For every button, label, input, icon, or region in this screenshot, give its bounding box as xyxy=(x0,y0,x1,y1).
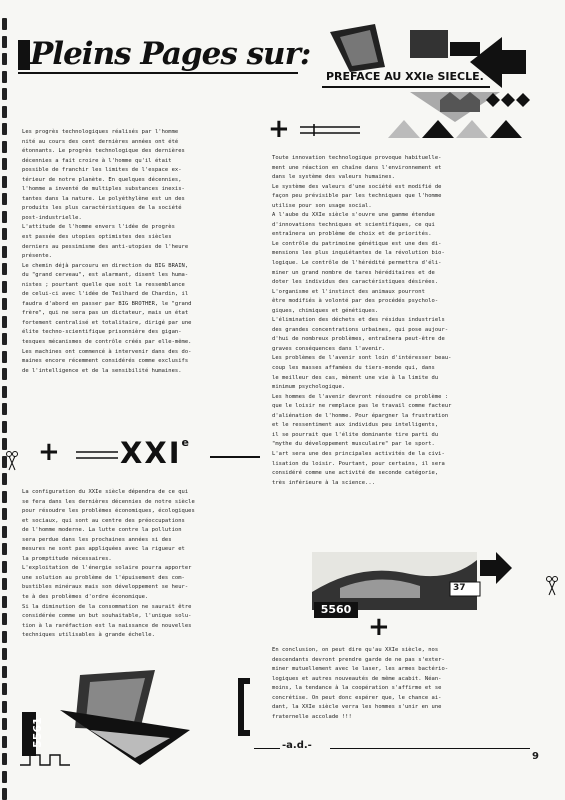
binding-hole xyxy=(2,736,7,748)
text-line: d'innovations techniques et scientifiques, ce qui xyxy=(272,221,435,228)
text-line: mesures ne sont pas appliquées avec la rigueur et xyxy=(22,546,185,553)
text-line: maines encore récemment considérés comme exclusifs xyxy=(22,358,189,365)
text-line: L'organisme et l'instinct des animaux pourront xyxy=(272,288,425,295)
text-line: utilise pour son usage social. xyxy=(272,202,372,209)
text-line: ment une réaction en chaîne dans l'environnement et xyxy=(272,164,442,171)
text-line: descendants devront prendre garde de ne pas s'exter- xyxy=(272,656,445,663)
binding-hole xyxy=(2,228,7,240)
text-line: d'aliénation de l'homme. Pour épargner la frustration xyxy=(272,412,449,419)
text-line: pour résoudre les problèmes économiques, écologiques xyxy=(22,508,195,515)
conclusion xyxy=(272,646,542,722)
scissors-icon xyxy=(546,575,558,597)
binding-hole xyxy=(2,316,7,328)
text-line: coup les masses affamées du tiers-monde qui, dans xyxy=(272,365,435,372)
text-line: post-industrielle. xyxy=(22,214,82,221)
text-line: tantes dans la nature. Le polyéthylène est un des xyxy=(22,195,185,202)
text-line: être modifiés à volonté par des procédés psycholo- xyxy=(272,298,439,305)
text-line: et le ressentiment aux individus peu intelligents, xyxy=(272,422,439,429)
binding-hole xyxy=(2,53,7,65)
text-line: l'homme a inventé de multiples substances inexis- xyxy=(22,186,185,193)
binding-hole xyxy=(2,193,7,205)
text-line: il se pourrait que l'élite dominante tire parti du xyxy=(272,431,439,438)
vertical-badge: 5561 xyxy=(22,712,36,756)
badge-5560: 5560 xyxy=(314,602,358,618)
text-line: façon peu prévisible par les techniques que l'homme xyxy=(272,193,442,200)
triangle-row-decoration xyxy=(388,118,528,140)
text-line: En conclusion, on peut dire qu'au XXIe siècle, nos xyxy=(272,647,439,653)
section-mark-text: XXI xyxy=(120,436,182,470)
text-line: Le chemin déjà parcouru en direction du BIG BRAIN, xyxy=(22,262,189,269)
binding-hole xyxy=(2,123,7,135)
text-line: dans le système des valeurs humaines. xyxy=(272,174,395,181)
binding-hole xyxy=(2,141,7,153)
text-line: L'attitude de l'homme envers l'idée de progrès xyxy=(22,224,175,231)
binding-hole xyxy=(2,421,7,433)
binding-hole xyxy=(2,351,7,363)
text-line: des grandes concentrations urbaines, qui pose aujour- xyxy=(272,326,449,333)
text-line: L'exploitation de l'énergie solaire pourra apporter xyxy=(22,565,192,572)
text-line: moins, la tendance à la coopération s'affirme et se xyxy=(272,685,442,692)
binding-hole xyxy=(2,648,7,660)
header-title: Pleins Pages sur: xyxy=(30,36,311,72)
binding-hole xyxy=(2,613,7,625)
text-line: considérée comme un but souhaitable, l'unique solu- xyxy=(22,613,192,620)
text-line: logique. Le contrôle de l'hérédité permettra d'éli- xyxy=(272,260,442,267)
text-line: tion à la raréfaction est la naissance de nouvelles xyxy=(22,622,192,629)
text-line: produits les plus caractéristiques de la société xyxy=(22,205,182,212)
signature: -a.d.- xyxy=(282,740,312,751)
text-line: de l'intelligence et de la sensibilité humaines. xyxy=(22,367,182,374)
text-line: considéré comme une activité de seconde catégorie, xyxy=(272,470,439,477)
page-number: 9 xyxy=(532,751,539,762)
binding-hole xyxy=(2,36,7,48)
signature-rule xyxy=(254,748,280,749)
text-line: lisation du loisir. Pourtant, pour certains, il sera xyxy=(272,460,445,467)
scissors-icon xyxy=(6,450,18,472)
text-line: "mythe du développement musculaire" par le sport. xyxy=(272,441,435,448)
binding-hole xyxy=(2,298,7,310)
text-line: miner un grand nombre de tares héréditaires et de xyxy=(272,269,435,276)
text-line: Le contrôle du patrimoine génétique est une des di- xyxy=(272,240,442,247)
binding-hole xyxy=(2,473,7,485)
binding-hole xyxy=(2,438,7,450)
text-line: mensions les plus inquiétantes de la révolution bio- xyxy=(272,250,445,257)
section-mark-xxie xyxy=(120,436,191,470)
text-line: tesques mécanismes de contrôle créés par elle-même. xyxy=(22,339,192,346)
text-line: très inférieure à la science... xyxy=(272,479,376,486)
text-line: térieur de notre planète. En quelques décennies, xyxy=(22,176,182,183)
plus-icon: + xyxy=(268,114,290,144)
binding-hole xyxy=(2,403,7,415)
binding-hole xyxy=(2,508,7,520)
equals-arrow-icon xyxy=(76,449,118,461)
text-line: Le système des valeurs d'une société est modifié de xyxy=(272,183,442,190)
badge-37: 37 xyxy=(453,583,466,593)
text-line: et sociaux, qui sont au centre des préoccupations xyxy=(22,517,185,524)
binding-hole xyxy=(2,543,7,555)
text-line: doter les individus des caractéristiques désirées. xyxy=(272,279,439,286)
plus-icon: + xyxy=(38,437,60,467)
text-line: étonnants. Le progrès technologique des dernières xyxy=(22,148,185,155)
equals-mark-icon xyxy=(300,124,360,138)
right-column xyxy=(272,154,542,488)
text-line: concrétise. On peut donc espérer que, le chance ai- xyxy=(272,694,442,701)
text-line: présente. xyxy=(22,253,52,260)
text-line: giques, chimiques et génétiques. xyxy=(272,307,379,314)
binding-hole xyxy=(2,578,7,590)
text-line: Les hommes de l'avenir devront résoudre ce problème : xyxy=(272,393,449,400)
binding-hole xyxy=(2,71,7,83)
text-line: est passée des utopies optimistes des siècles xyxy=(22,234,172,241)
binding-hole xyxy=(2,281,7,293)
header-subtitle: PREFACE AU XXIe SIECLE. xyxy=(326,70,484,83)
text-line: que le loisir ne remplace pas le travail comme facteur xyxy=(272,403,452,410)
text-line: se fera dans les dernières décennies de notre siècle xyxy=(22,498,195,505)
text-line: A l'aube du XXIe siècle s'ouvre une gamme étendue xyxy=(272,212,435,219)
left-column-top xyxy=(22,128,270,376)
binding-hole xyxy=(2,386,7,398)
text-line: te à des problèmes d'ordre économique. xyxy=(22,594,149,601)
text-line: le meilleur des cas, mènent une vie à la limite du xyxy=(272,374,439,381)
text-line: d'hui de nombreux problèmes, entraînera peut-être de xyxy=(272,336,445,343)
text-line: logiques et autres nouveautés de même acabit. Néan- xyxy=(272,675,442,682)
text-line: de l'homme moderne. La lutte contre la pollution xyxy=(22,527,182,534)
text-line: derniers au pessimisme des anti-utopies de l'heure xyxy=(22,243,189,250)
binding-hole xyxy=(2,561,7,573)
text-line: nité au cours des cent dernières années ont été xyxy=(22,138,179,145)
binding-hole xyxy=(2,88,7,100)
text-line: techniques utilisables à grande échelle. xyxy=(22,632,155,639)
binding-hole xyxy=(2,333,7,345)
text-line: possible de franchir les limites de l'espace ex- xyxy=(22,167,182,174)
diamond-shape xyxy=(516,93,530,107)
bottom-left-collage xyxy=(20,670,250,770)
text-line: graves conséquences dans l'avenir. xyxy=(272,345,386,352)
binding-hole xyxy=(2,176,7,188)
text-line: L'art sera une des principales activités de la civi- xyxy=(272,450,445,457)
text-line: dant, la XXIe siècle verra les hommes s'unir en une xyxy=(272,704,442,711)
text-line: Toute innovation technologique provoque habituelle- xyxy=(272,155,442,161)
text-line: bustibles minéraux mais son développement se heur- xyxy=(22,584,189,591)
header-rule xyxy=(18,72,298,74)
header-top-bar xyxy=(18,40,30,70)
binding-hole xyxy=(2,596,7,608)
diamond-shape xyxy=(501,93,515,107)
left-column-bottom xyxy=(22,488,270,641)
arrow-right-shape xyxy=(480,552,512,584)
text-line: fraternelle accolade !!! xyxy=(272,713,352,720)
text-line: élite techno-scientifique prisonnière des gigan- xyxy=(22,329,182,336)
text-line: entraînera un problème de choix et de priorités. xyxy=(272,231,432,238)
binding-hole xyxy=(2,771,7,783)
binding-hole xyxy=(2,683,7,695)
text-line: La configuration du XXIe siècle dépendra de ce qui xyxy=(22,489,189,495)
bracket-shape xyxy=(238,678,250,736)
text-line: sera perdue dans les prochaines années si des xyxy=(22,536,172,543)
binding-hole xyxy=(2,701,7,713)
text-line: frère", qui ne sera pas un dictateur, mais un état xyxy=(22,310,189,317)
text-line: Les progrès technologiques réalisés par l'homme xyxy=(22,129,179,135)
binding-hole xyxy=(2,211,7,223)
collage-block xyxy=(450,42,480,56)
binding-hole xyxy=(2,666,7,678)
binding-hole xyxy=(2,631,7,643)
text-line: minimum psychologique. xyxy=(272,384,346,391)
text-line: Si la diminution de la consommation ne saurait être xyxy=(22,603,192,610)
binding-hole xyxy=(2,718,7,730)
text-line: L'élimination des déchets et des résidus industriels xyxy=(272,317,445,324)
text-line: de celui-ci avec l'idée de Teilhard de Chardin, il xyxy=(22,291,189,298)
section-mark-sup: e xyxy=(181,436,191,449)
binding-hole xyxy=(2,18,7,30)
text-line: fortement centralisé et totalitaire, dirigé par une xyxy=(22,319,192,326)
binding-hole xyxy=(2,246,7,258)
binding-hole xyxy=(2,788,7,800)
binding-hole xyxy=(2,526,7,538)
plus-icon: + xyxy=(368,612,390,642)
text-line: du "grand cerveau", est alarmant, disent les huma- xyxy=(22,272,189,279)
signature-rule xyxy=(330,748,530,749)
subtitle-rule xyxy=(322,86,490,88)
section-rule xyxy=(210,456,260,458)
text-line: miner mutuellement avec le laser, les armes bactério- xyxy=(272,666,449,673)
binding-hole xyxy=(2,158,7,170)
binding-hole xyxy=(2,368,7,380)
square-wave-line xyxy=(20,755,70,765)
binding-hole xyxy=(2,106,7,118)
text-line: Les problèmes de l'avenir sont loin d'intéresser beau- xyxy=(272,355,452,362)
text-line: une solution au problème de l'épuisement des com- xyxy=(22,574,185,581)
text-line: la promptitude nécessaires. xyxy=(22,555,112,562)
binding-hole xyxy=(2,263,7,275)
text-line: décennies a fait croire à l'homme qu'il était xyxy=(22,157,172,164)
binding-hole xyxy=(2,491,7,503)
text-line: faudra d'abord en passer par BIG BROTHER, le "grand xyxy=(22,300,192,307)
binding-hole xyxy=(2,753,7,765)
collage-block xyxy=(410,30,448,58)
text-line: Les machines ont commencé à intervenir dans des do- xyxy=(22,348,192,355)
text-line: nistes ; pourtant quelle que soit la ressemblance xyxy=(22,281,185,288)
